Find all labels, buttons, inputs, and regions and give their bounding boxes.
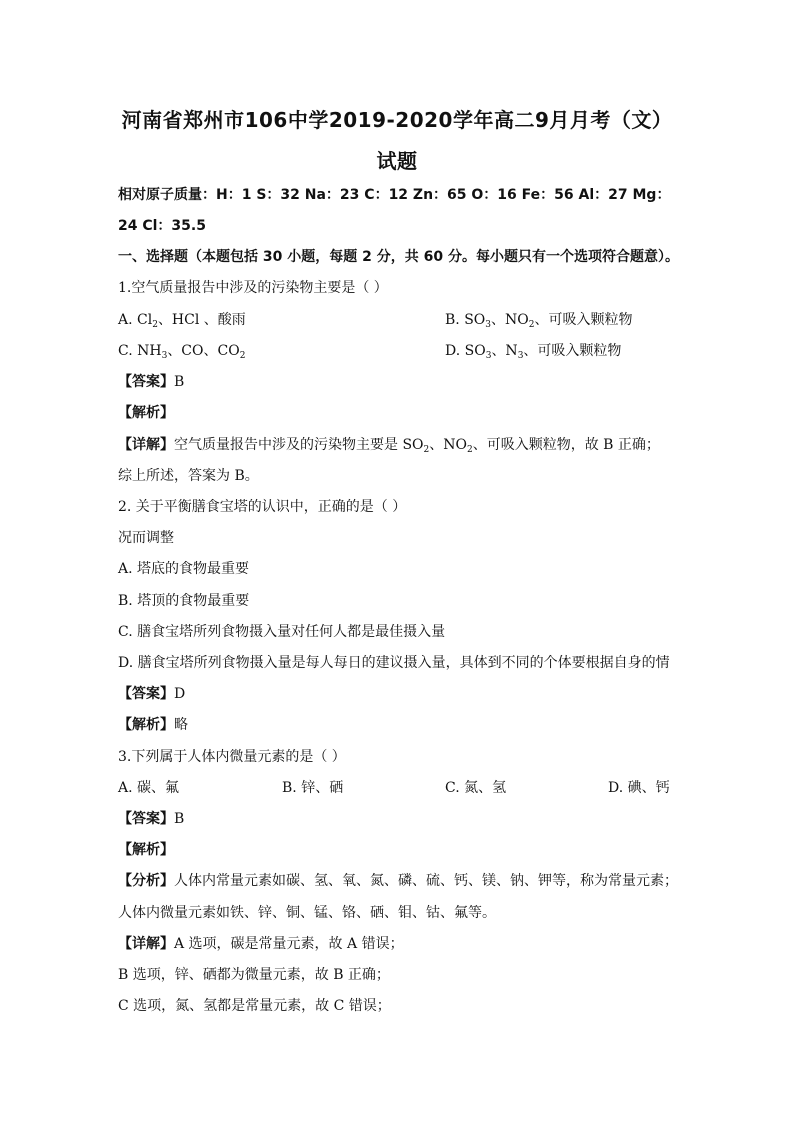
doc-title-line2: 试题 xyxy=(376,149,418,173)
q3-option-b: B. 锌、硒 xyxy=(282,780,344,796)
q2-option-a: A. 塔底的食物最重要 xyxy=(118,561,250,577)
q3-option-c: C. 氮、氢 xyxy=(445,780,507,796)
q3-answer: 【答案】B xyxy=(118,811,185,827)
q3-detail-a: 【详解】A 选项，碳是常量元素，故 A 错误； xyxy=(118,936,404,952)
atomic-mass-line1: 相对原子质量：H：1 S：32 Na：23 C：12 Zn：65 O：16 Fe：56 Al：27 Mg： xyxy=(118,187,671,203)
q3-fenxi-line1: 【分析】人体内常量元素如碳、氢、氧、氮、磷、硫、钙、镁、钠、钾等，称为常量元素； xyxy=(118,873,678,889)
q2-answer: 【答案】D xyxy=(118,686,186,702)
q1-option-b: B. $SO_3$、$NO_2$、可吸入颗粒物 xyxy=(445,312,633,330)
q2-analysis: 【解析】略 xyxy=(118,717,188,733)
atomic-mass-line2: 24 Cl：35.5 xyxy=(118,218,206,234)
q2-option-b: B. 塔顶的食物最重要 xyxy=(118,593,250,609)
q1-detail: 【详解】空气质量报告中涉及的污染物主要是 $SO_2$、$NO_2$、可吸入颗粒物，故 B 正确； xyxy=(118,437,660,455)
q2-option-d: D. 膳食宝塔所列食物摄入量是每人每日的建议摄入量，具体到不同的个体要根据自身的情 xyxy=(118,655,670,671)
q1-answer: 【答案】B xyxy=(118,374,185,390)
q3-fenxi-line2: 人体内微量元素如铁、锌、铜、锰、铬、硒、钼、钴、氟等。 xyxy=(118,905,496,921)
section-heading: 一、选择题（本题包括 30 小题，每题 2 分，共 60 分。每小题只有一个选项符合题意）。 xyxy=(118,249,679,265)
q1-option-c: C. $NH_3$、CO、$CO_2$ xyxy=(118,343,246,361)
q1-stem: 1.空气质量报告中涉及的污染物主要是（ ） xyxy=(118,280,388,296)
q3-detail-c: C 选项，氮、氢都是常量元素，故 C 错误； xyxy=(118,998,391,1014)
q3-option-a: A. 碳、氟 xyxy=(118,780,180,796)
q3-detail-b: B 选项，锌、硒都为微量元素，故 B 正确； xyxy=(118,967,390,983)
q1-analysis-label: 【解析】 xyxy=(118,405,174,421)
q3-stem: 3.下列属于人体内微量元素的是（ ） xyxy=(118,749,346,765)
q1-option-a: A. $Cl_2$、HCl 、酸雨 xyxy=(118,312,246,330)
q2-extra-text: 况而调整 xyxy=(118,530,174,546)
q2-stem: 2. 关于平衡膳食宝塔的认识中，正确的是（ ） xyxy=(118,499,407,515)
q3-option-d: D. 碘、钙 xyxy=(608,780,670,796)
q3-analysis-label: 【解析】 xyxy=(118,842,174,858)
doc-title-line1: 河南省郑州市106中学2019-2020学年高二9月月考（文） xyxy=(121,108,673,132)
q2-option-c: C. 膳食宝塔所列食物摄入量对任何人都是最佳摄入量 xyxy=(118,624,446,640)
q1-summary: 综上所述，答案为 B。 xyxy=(118,468,259,484)
q1-option-d: D. $SO_3$、$N_3$、可吸入颗粒物 xyxy=(445,343,622,361)
